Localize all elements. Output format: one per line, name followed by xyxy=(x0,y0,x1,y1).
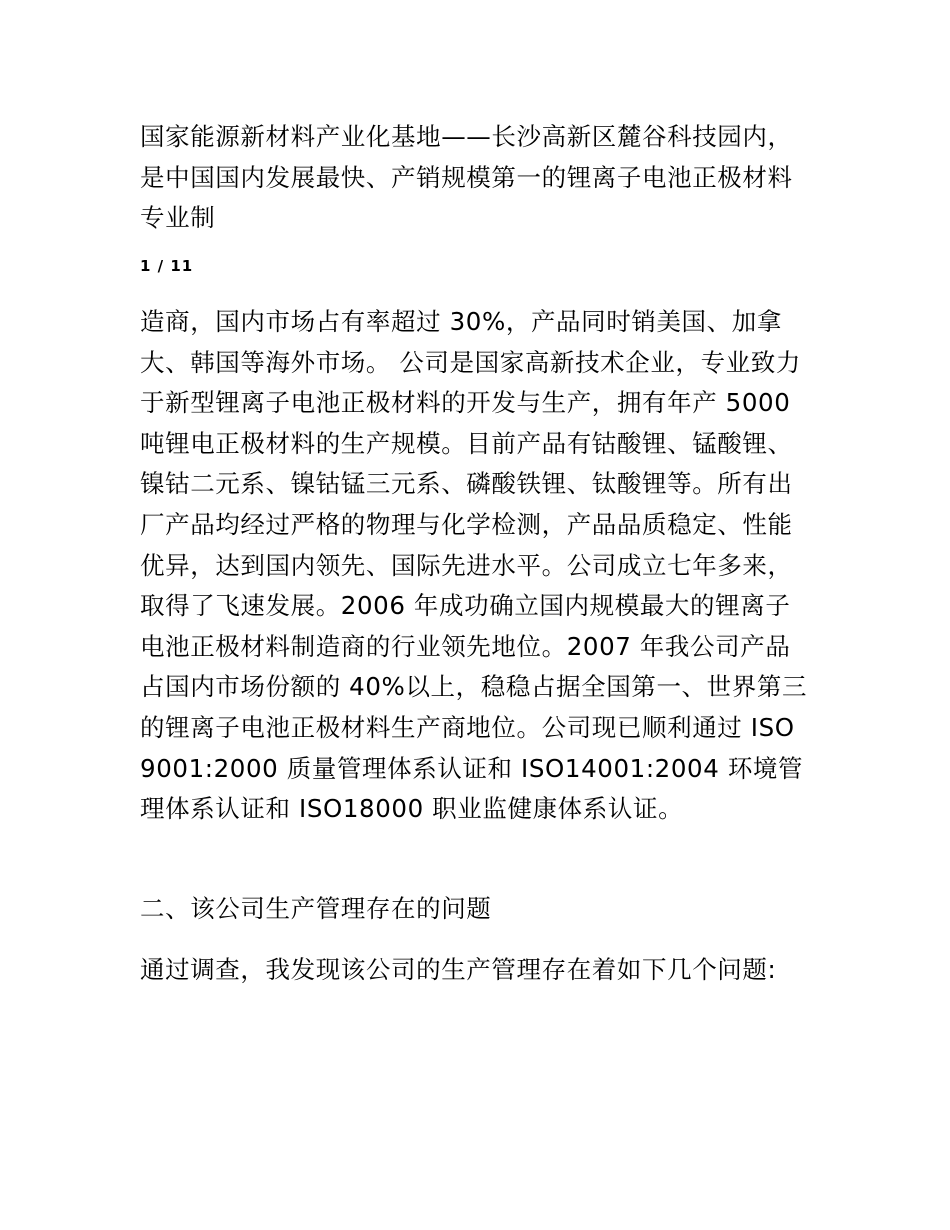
section-heading: 二、该公司生产管理存在的问题 xyxy=(140,894,492,923)
closing-paragraph: 通过调查，我发现该公司的生产管理存在着如下几个问题: xyxy=(140,955,777,984)
page-number: 1 / 11 xyxy=(140,257,194,275)
intro-paragraph: 国家能源新材料产业化基地——长沙高新区麓谷科技园内，是中国国内发展最快、产销规模第一的锂离子电池正极材料专业制 xyxy=(140,122,793,233)
main-paragraph: 造商，国内市场占有率超过 30%，产品同时销美国、加拿大、韩国等海外市场。 公司是国家高新技术企业，专业致力于新型锂离子电池正极材料的开发与生产，拥有年产 5000 吨锂电正极材料的生产规模。目前产品有钴酸锂、锰酸锂、镍钴二元系、镍钴锰三元系、磷酸铁锂、钛酸锂等。所有出厂产品均经过严格的物理与化学检测，产品品质稳定、性能优异，达到国内领先、国际先进水平。公司成立七年多来，取得了飞速发展。2006 年成功确立国内规模最大的锂离子电池正极材料制造商的行业领先地位。2007 年我公司产品占国内市场份额的 40%以上，稳稳占据全国第一、世界第三的锂离子电池正极材料生产商地位。公司现已顺利通过 ISO9001:2000 质量管理体系认证和 ISO14001:2004 环境管理体系认证和 ISO18000 职业监健康体系认证。 xyxy=(140,307,808,824)
